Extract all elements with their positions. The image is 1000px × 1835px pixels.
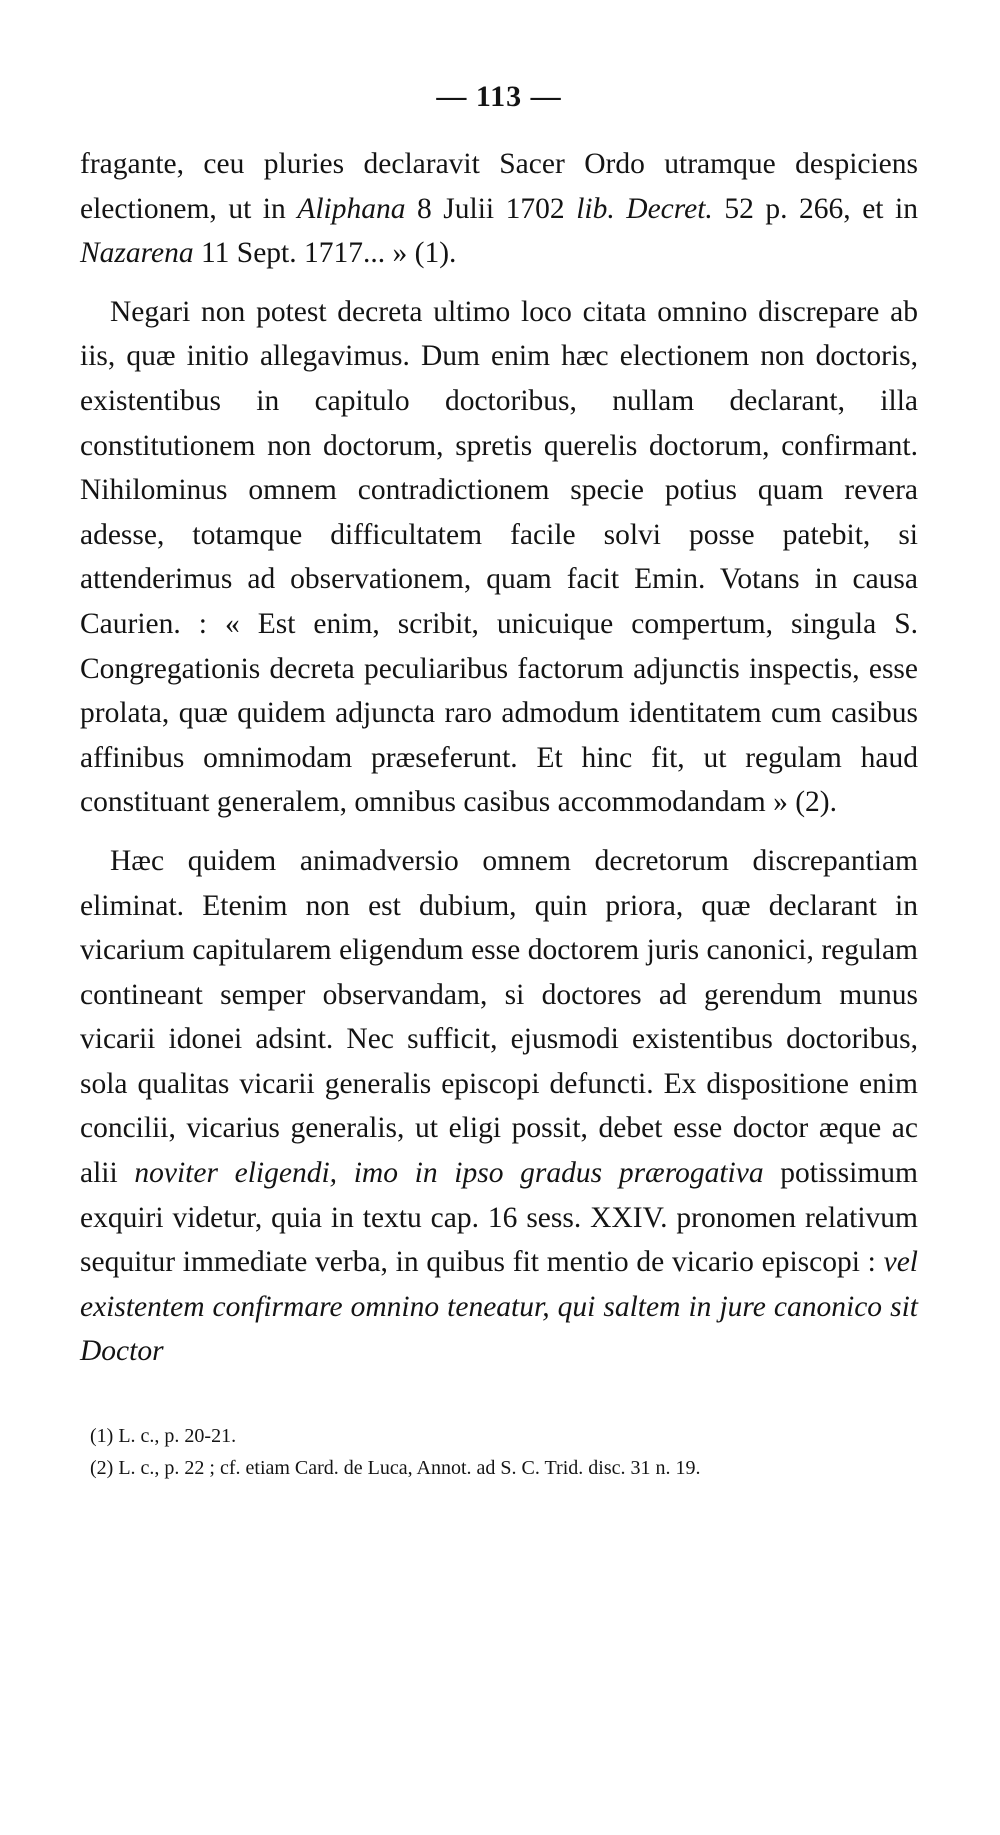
text-segment: 52 p. 266, et in: [712, 192, 918, 225]
text-segment: potissimum exquiri videtur, quia in textu cap. 16 sess. XXIV. pronomen relativum sequitur immediate verba, in quibus fit mentio de vicario episcopi :: [80, 1157, 918, 1279]
italic-text-segment: Aliphana: [297, 192, 406, 225]
footnotes: [80, 1420, 918, 1484]
footnote-2: (2) L. c., p. 22 ; cf. etiam Card. de Luca, Annot. ad S. C. Trid. disc. 31 n. 19.: [90, 1457, 701, 1480]
text-segment: Negari non potest decreta ultimo loco citata omnino discrepare ab iis, quæ initio allegavimus. Dum enim hæc electionem non doctoris, existentibus in capitulo doctoribus, nullam declarant, illa constitutionem non doctorum, spretis querelis doctorum, confirmant. Nihilominus omnem contradictionem specie potius quam revera adesse, totamque difficultatem facile solvi posse patebit, si attenderimus ad observationem, quam facit Emin. Votans in causa Caurien. : « Est enim, scribit, unicuique compertum, singula S. Congregationis decreta peculiaribus factorum adjunctis inspectis, esse prolata, quæ quidem adjuncta raro admodum identitatem cum casibus affinibus omnimodam præseferunt. Et hinc fit, ut regulam haud constituant generalem, omnibus casibus accommodandam » (2).: [80, 295, 918, 819]
paragraph-2: [80, 290, 918, 825]
footnote-1: (1) L. c., p. 20-21.: [90, 1425, 237, 1448]
text-segment: 11 Sept. 1717... » (1).: [193, 237, 457, 270]
italic-text-segment: lib. Decret.: [576, 192, 713, 225]
paragraph-1: [80, 142, 918, 276]
italic-text-segment: Nazarena: [80, 237, 194, 270]
page: [80, 80, 918, 1484]
body-text: [80, 142, 918, 1374]
text-segment: 8 Julii 1702: [405, 192, 577, 225]
paragraph-3: [80, 839, 918, 1374]
text-segment: fragante, ceu pluries declaravit Sacer Ordo utramque despiciens electionem, ut in: [80, 148, 918, 225]
italic-text-segment: noviter eligendi, imo in ipso gradus prærogativa: [134, 1157, 764, 1190]
page-number: — 113 —: [436, 80, 562, 113]
text-segment: Hæc quidem animadversio omnem decretorum discrepantiam eliminat. Etenim non est dubium, quin priora, quæ declarant in vicarium capitularem eligendum esse doctorem juris canonici, regulam contineant semper observandam, si doctores ad gerendum munus vicarii idonei adsint. Nec sufficit, ejusmodi existentibus doctoribus, sola qualitas vicarii generalis episcopi defuncti. Ex dispositione enim concilii, vicarius generalis, ut eligi possit, debet esse doctor æque ac alii: [80, 844, 918, 1190]
italic-text-segment: vel existentem confirmare omnino teneatur, qui saltem in jure canonico sit Doctor: [80, 1246, 918, 1368]
